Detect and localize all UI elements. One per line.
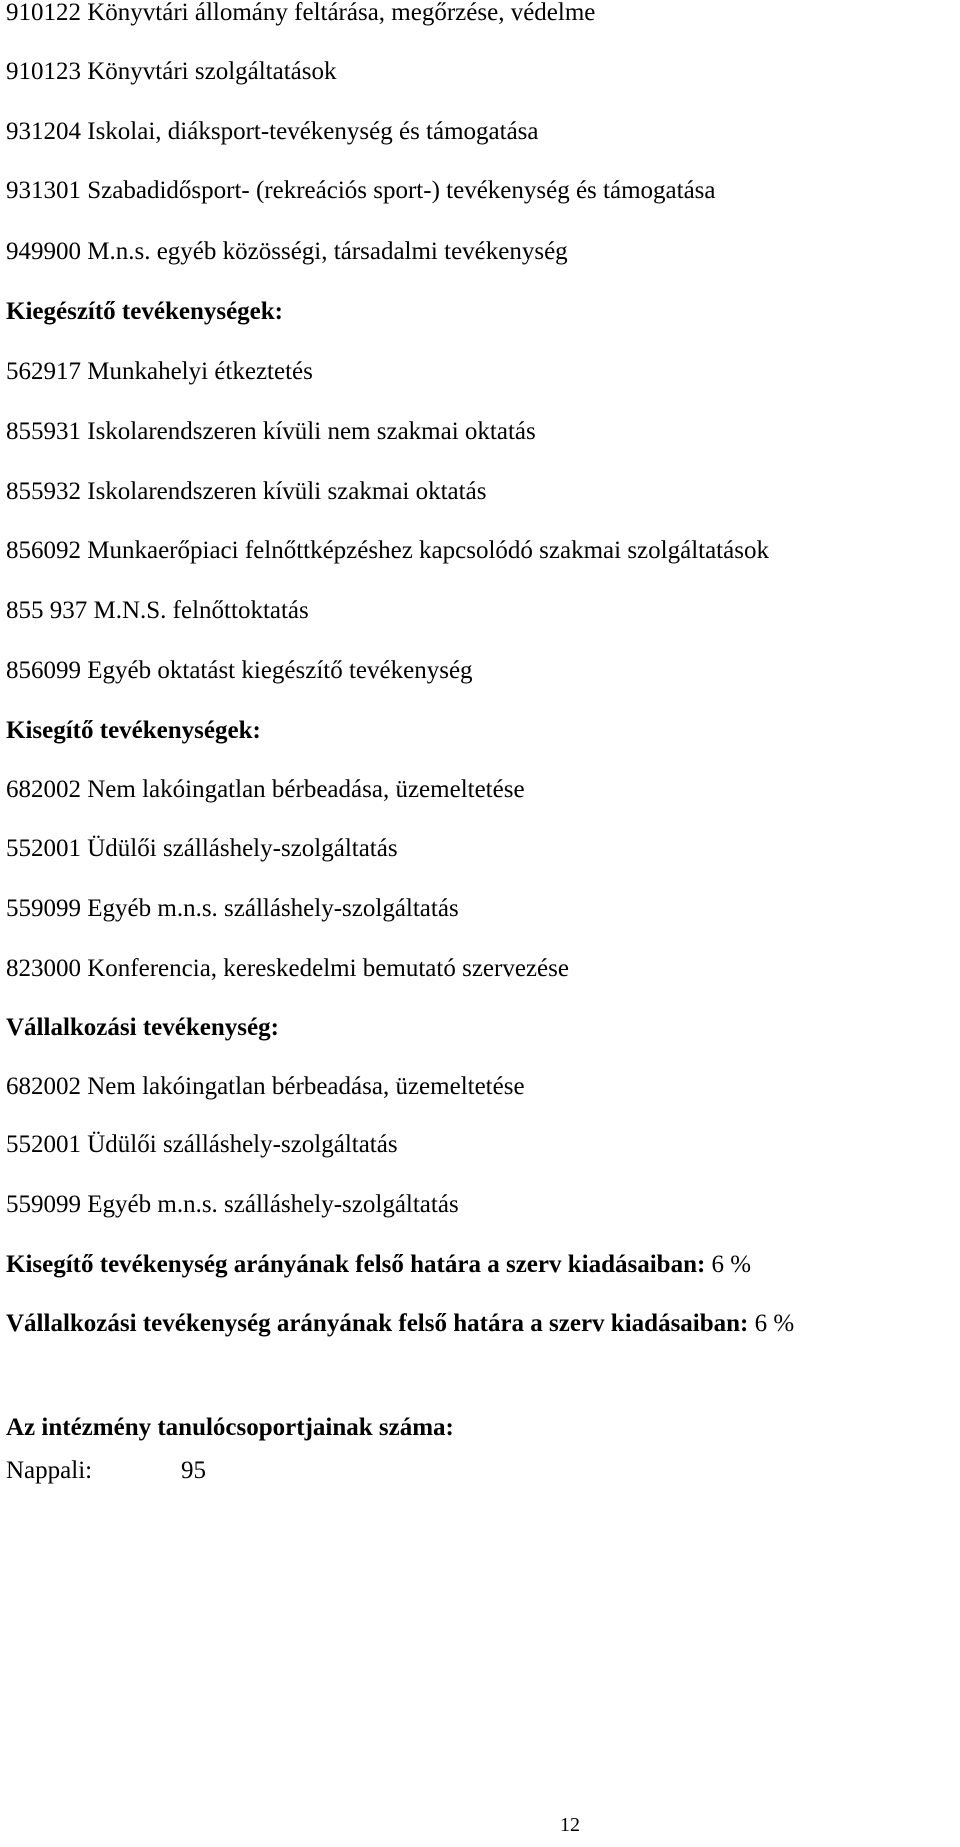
auxiliary-item: 682002 Nem lakóingatlan bérbeadása, üzemeltetése <box>6 776 525 803</box>
auxiliary-item: 552001 Üdülői szálláshely-szolgáltatás <box>6 835 398 862</box>
business-heading: Vállalkozási tevékenység: <box>6 1014 279 1041</box>
activity-line: 931301 Szabadidősport- (rekreációs sport-) tevékenység és támogatása <box>6 177 716 204</box>
supplementary-item: 856099 Egyéb oktatást kiegészítő tevékenység <box>6 657 473 684</box>
auxiliary-item: 823000 Konferencia, kereskedelmi bemutató szervezése <box>6 955 569 982</box>
business-item: 682002 Nem lakóingatlan bérbeadása, üzemeltetése <box>6 1073 525 1100</box>
auxiliary-heading: Kisegítő tevékenységek: <box>6 717 261 744</box>
activity-line: 910122 Könyvtári állomány feltárása, megőrzése, védelme <box>6 0 596 26</box>
activity-line: 931204 Iskolai, diáksport-tevékenység és támogatása <box>6 118 539 145</box>
supplementary-heading: Kiegészítő tevékenységek: <box>6 298 284 325</box>
business-item: 552001 Üdülői szálláshely-szolgáltatás <box>6 1131 398 1158</box>
auxiliary-limit-value: 6 % <box>711 1251 752 1278</box>
supplementary-item: 855931 Iskolarendszeren kívüli nem szakmai oktatás <box>6 418 536 445</box>
auxiliary-limit <box>6 1250 751 1280</box>
supplementary-item: 855 937 M.N.S. felnőttoktatás <box>6 597 309 624</box>
activity-line: 910123 Könyvtári szolgáltatások <box>6 58 337 85</box>
business-limit <box>6 1309 794 1339</box>
nappali-label: Nappali: <box>6 1457 93 1484</box>
supplementary-item: 562917 Munkahelyi étkeztetés <box>6 358 313 385</box>
business-item: 559099 Egyéb m.n.s. szálláshely-szolgáltatás <box>6 1191 459 1218</box>
supplementary-item: 856092 Munkaerőpiaci felnőttképzéshez kapcsolódó szakmai szolgáltatások <box>6 537 769 564</box>
auxiliary-item: 559099 Egyéb m.n.s. szálláshely-szolgáltatás <box>6 895 459 922</box>
business-limit-value: 6 % <box>754 1310 795 1337</box>
groups-heading: Az intézmény tanulócsoportjainak száma: <box>6 1414 454 1441</box>
supplementary-item: 855932 Iskolarendszeren kívüli szakmai oktatás <box>6 478 487 505</box>
activity-line: 949900 M.n.s. egyéb közösségi, társadalmi tevékenység <box>6 238 568 265</box>
business-limit-label: Vállalkozási tevékenység arányának felső határa a szerv kiadásaiban: <box>6 1310 749 1337</box>
auxiliary-limit-label: Kisegítő tevékenység arányának felső határa a szerv kiadásaiban: <box>6 1251 706 1278</box>
page-number: 12 <box>560 1814 580 1836</box>
nappali-value: 95 <box>181 1457 206 1484</box>
